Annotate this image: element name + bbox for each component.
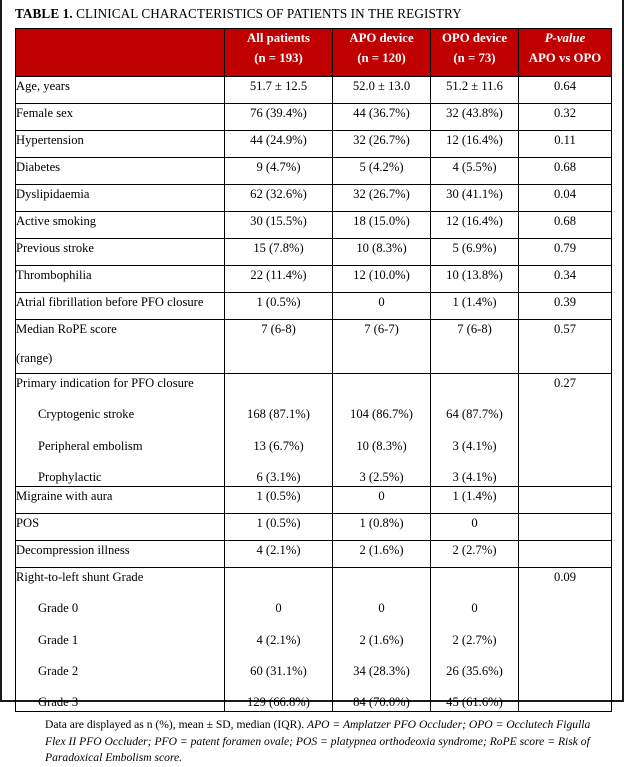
table-caption-text: CLINICAL CHARACTERISTICS OF PATIENTS IN THE REGISTRY	[72, 6, 462, 21]
group-heading: Right-to-left shunt Grade	[16, 570, 144, 585]
group-item-value: 2 (1.6%)	[359, 632, 404, 647]
table-row	[16, 541, 612, 568]
table-row	[16, 131, 612, 158]
column-header-opo-device	[431, 29, 519, 77]
cell-p-value: 0.64	[519, 77, 612, 104]
row-label-rope-score-range: (range)	[16, 351, 53, 366]
column-header-all-patients	[225, 29, 333, 77]
group-item-value: 4 (2.1%)	[256, 632, 301, 647]
group-cells-apo-device	[333, 374, 431, 487]
group-cell-p-value	[519, 568, 612, 712]
cell-apo-device: 52.0 ± 13.0	[333, 77, 431, 104]
group-cells-opo-device	[431, 568, 519, 712]
column-header-all-patients-title: All patients	[247, 31, 310, 46]
footnote-abbreviations: APO = Amplatzer PFO Occluder; OPO = Occlutech Figulla Flex II PFO Occluder; PFO = patent foramen ovale; POS = platypnea orthodeoxia syndrome; RoPE score = Risk of Paradoxical Embolism score.	[45, 718, 591, 765]
group-item-value: 3 (4.1%)	[452, 438, 497, 453]
cell-all-patients: 1 (0.5%)	[225, 514, 333, 541]
cell-opo-device: 1 (1.4%)	[431, 487, 519, 514]
column-header-apo-device-count: (n = 120)	[357, 51, 406, 65]
table-caption	[2, 0, 622, 28]
cell-p-value	[519, 514, 612, 541]
cell-apo-device: 0	[333, 293, 431, 320]
column-header-p-value-title: P-value	[544, 31, 586, 46]
table-body	[16, 77, 612, 712]
group-item-value: 26 (35.6%)	[446, 663, 503, 678]
group-item-value: 34 (28.3%)	[353, 663, 410, 678]
group-item-value: 13 (6.7%)	[253, 438, 304, 453]
cell-apo-device: 12 (10.0%)	[333, 266, 431, 293]
cell-apo-device: 7 (6-7)	[333, 320, 431, 374]
group-item-value: 129 (66.8%)	[247, 695, 310, 710]
cell-p-value: 0.39	[519, 293, 612, 320]
cell-p-value: 0.04	[519, 185, 612, 212]
group-cells-all-patients	[225, 374, 333, 487]
column-header-p-value	[519, 29, 612, 77]
table-row-group-shunt-grade	[16, 568, 612, 712]
table-row	[16, 239, 612, 266]
group-item-value: 64 (87.7%)	[446, 407, 503, 422]
row-label: Thrombophilia	[16, 266, 225, 293]
cell-p-value: 0.27	[553, 376, 577, 391]
cell-p-value	[519, 541, 612, 568]
group-item-value: 0	[275, 601, 282, 616]
table-header-row	[16, 29, 612, 77]
table-header	[16, 29, 612, 77]
cell-apo-device: 10 (8.3%)	[333, 239, 431, 266]
row-label-rope-score-main: Median RoPE score	[16, 322, 117, 337]
row-label: Dyslipidaemia	[16, 185, 225, 212]
cell-p-value: 0.68	[519, 212, 612, 239]
cell-apo-device: 18 (15.0%)	[333, 212, 431, 239]
group-item-label: Grade 0	[38, 601, 79, 616]
cell-apo-device: 32 (26.7%)	[333, 131, 431, 158]
cell-all-patients: 30 (15.5%)	[225, 212, 333, 239]
cell-p-value: 0.79	[519, 239, 612, 266]
cell-all-patients: 44 (24.9%)	[225, 131, 333, 158]
cell-all-patients: 1 (0.5%)	[225, 487, 333, 514]
column-header-opo-device-count: (n = 73)	[453, 51, 496, 65]
group-item-value: 6 (3.1%)	[256, 469, 301, 484]
group-item-label: Grade 3	[38, 695, 79, 710]
cell-p-value: 0.11	[519, 131, 612, 158]
column-header-all-patients-count: (n = 193)	[254, 51, 303, 65]
row-label: Decompression illness	[16, 541, 225, 568]
group-item-label: Peripheral embolism	[38, 438, 143, 453]
table-row	[16, 185, 612, 212]
group-cells-apo-device	[333, 568, 431, 712]
group-cell-p-value	[519, 374, 612, 487]
cell-all-patients: 62 (32.6%)	[225, 185, 333, 212]
cell-opo-device: 12 (16.4%)	[431, 131, 519, 158]
cell-all-patients: 76 (39.4%)	[225, 104, 333, 131]
group-item-value: 104 (86.7%)	[350, 407, 413, 422]
cell-opo-device: 0	[431, 514, 519, 541]
group-item-label: Grade 1	[38, 632, 79, 647]
column-header-characteristic	[16, 29, 225, 77]
cell-apo-device: 2 (1.6%)	[333, 541, 431, 568]
column-header-apo-device	[333, 29, 431, 77]
row-label: Active smoking	[16, 212, 225, 239]
cell-apo-device: 32 (26.7%)	[333, 185, 431, 212]
group-item-label: Cryptogenic stroke	[38, 407, 135, 422]
row-label-rope-score	[16, 320, 225, 374]
table-row	[16, 158, 612, 185]
row-label: Hypertension	[16, 131, 225, 158]
row-label: Age, years	[16, 77, 225, 104]
clinical-characteristics-table	[15, 28, 612, 712]
group-item-value: 0	[471, 601, 478, 616]
group-cells-all-patients	[225, 568, 333, 712]
table-row	[16, 77, 612, 104]
table-caption-label: TABLE 1.	[15, 6, 73, 21]
cell-opo-device: 1 (1.4%)	[431, 293, 519, 320]
group-item-value: 60 (31.1%)	[250, 663, 307, 678]
cell-all-patients: 1 (0.5%)	[225, 293, 333, 320]
cell-opo-device: 5 (6.9%)	[431, 239, 519, 266]
table-row	[16, 293, 612, 320]
group-heading: Primary indication for PFO closure	[16, 376, 194, 391]
footnote-plain-text: Data are displayed as n (%), mean ± SD, median (IQR).	[45, 718, 307, 732]
table-row	[16, 514, 612, 541]
cell-opo-device: 7 (6-8)	[431, 320, 519, 374]
cell-opo-device: 12 (16.4%)	[431, 212, 519, 239]
group-label-shunt-grade	[16, 568, 225, 712]
cell-opo-device: 51.2 ± 11.6	[431, 77, 519, 104]
table-footnote	[45, 717, 608, 766]
cell-p-value: 0.68	[519, 158, 612, 185]
cell-all-patients: 4 (2.1%)	[225, 541, 333, 568]
cell-p-value: 0.34	[519, 266, 612, 293]
row-label: POS	[16, 514, 225, 541]
group-item-value: 10 (8.3%)	[356, 438, 407, 453]
group-item-label: Grade 2	[38, 663, 79, 678]
row-label: Female sex	[16, 104, 225, 131]
cell-all-patients: 7 (6-8)	[225, 320, 333, 374]
row-label: Previous stroke	[16, 239, 225, 266]
row-label: Diabetes	[16, 158, 225, 185]
column-header-apo-device-title: APO device	[349, 31, 414, 46]
group-item-value: 168 (87.1%)	[247, 407, 310, 422]
table-row	[16, 487, 612, 514]
cell-all-patients: 51.7 ± 12.5	[225, 77, 333, 104]
cell-all-patients: 15 (7.8%)	[225, 239, 333, 266]
cell-apo-device: 44 (36.7%)	[333, 104, 431, 131]
cell-p-value: 0.32	[519, 104, 612, 131]
column-header-opo-device-title: OPO device	[441, 31, 508, 46]
cell-p-value: 0.57	[519, 320, 612, 374]
cell-opo-device: 32 (43.8%)	[431, 104, 519, 131]
table-row	[16, 266, 612, 293]
clinical-characteristics-table-wrapper	[15, 28, 611, 712]
table-row	[16, 212, 612, 239]
cell-opo-device: 30 (41.1%)	[431, 185, 519, 212]
cell-apo-device: 5 (4.2%)	[333, 158, 431, 185]
group-cells-opo-device	[431, 374, 519, 487]
cell-all-patients: 9 (4.7%)	[225, 158, 333, 185]
cell-all-patients: 22 (11.4%)	[225, 266, 333, 293]
group-item-value: 3 (2.5%)	[359, 469, 404, 484]
cell-opo-device: 2 (2.7%)	[431, 541, 519, 568]
table-row	[16, 104, 612, 131]
row-label: Migraine with aura	[16, 487, 225, 514]
group-item-value: 0	[378, 601, 385, 616]
group-item-value: 2 (2.7%)	[452, 632, 497, 647]
cell-apo-device: 0	[333, 487, 431, 514]
column-header-p-value-comparison: APO vs OPO	[528, 51, 602, 65]
group-item-value: 84 (70.0%)	[353, 695, 410, 710]
cell-p-value: 0.09	[553, 570, 577, 585]
table-row-rope-score	[16, 320, 612, 374]
group-label-primary-indication	[16, 374, 225, 487]
group-item-label: Prophylactic	[38, 469, 102, 484]
cell-opo-device: 4 (5.5%)	[431, 158, 519, 185]
group-item-value: 3 (4.1%)	[452, 469, 497, 484]
cell-p-value	[519, 487, 612, 514]
cell-opo-device: 10 (13.8%)	[431, 266, 519, 293]
row-label: Atrial fibrillation before PFO closure	[16, 293, 225, 320]
table-row-group-primary-indication	[16, 374, 612, 487]
cell-apo-device: 1 (0.8%)	[333, 514, 431, 541]
group-item-value: 45 (61.6%)	[446, 695, 503, 710]
